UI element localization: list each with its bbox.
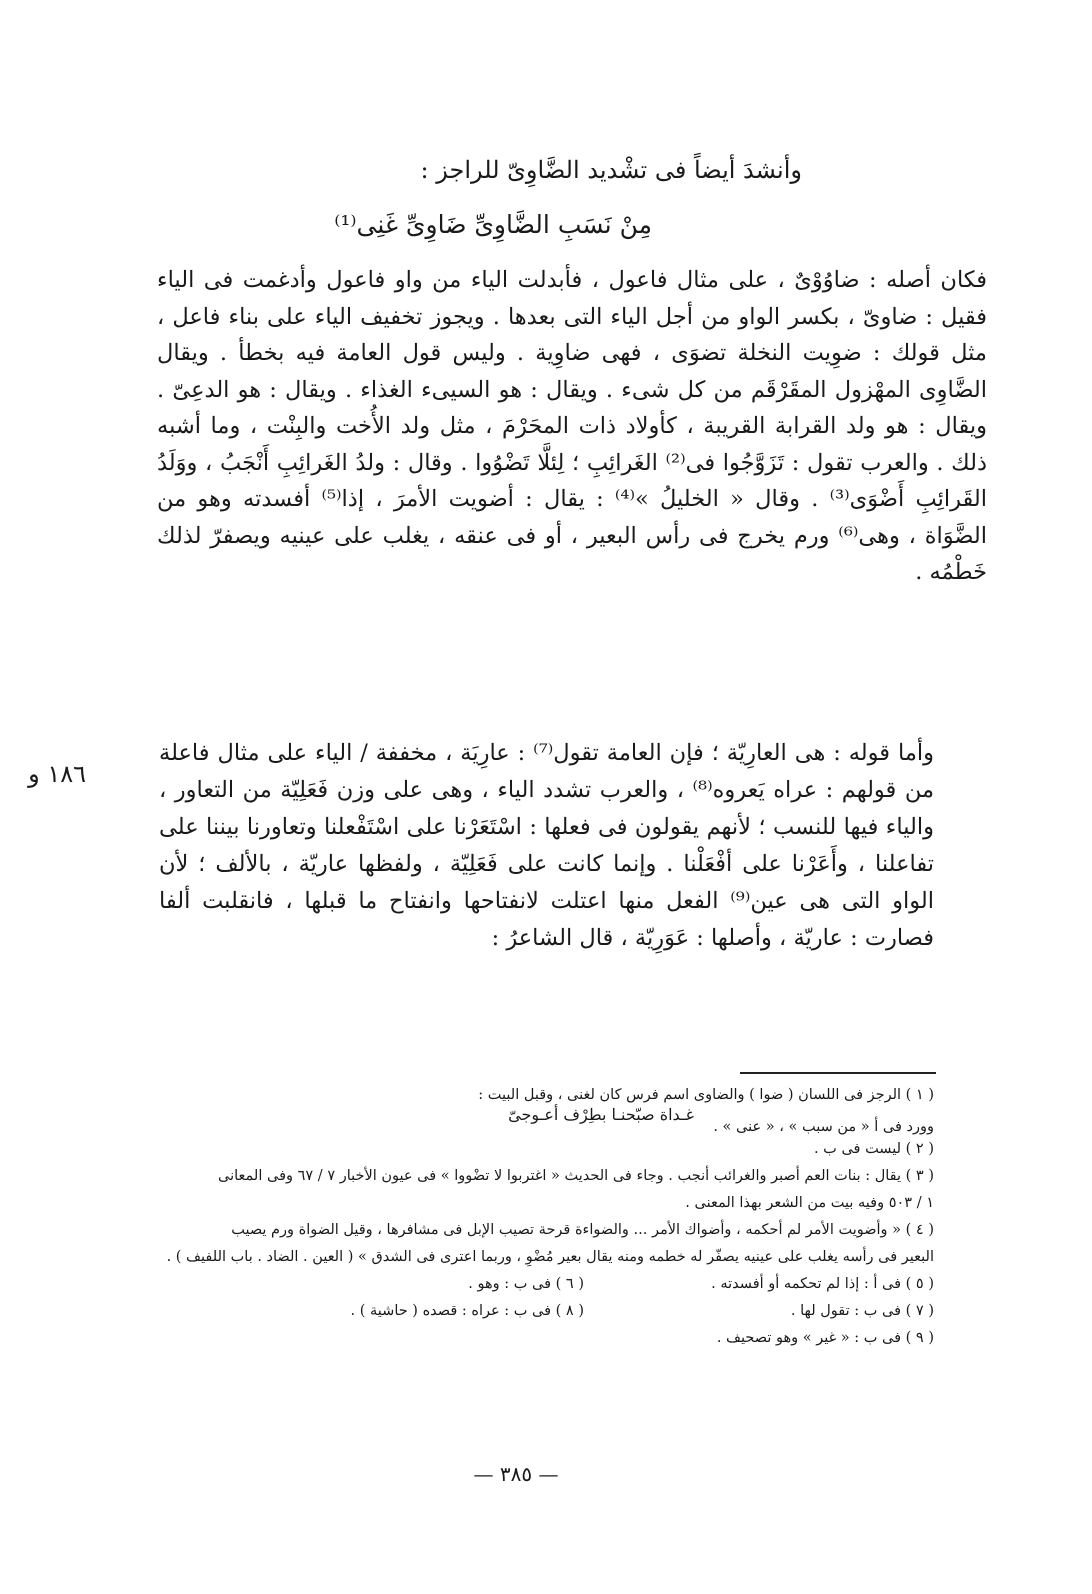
footnote-divider (740, 1072, 936, 1074)
footnote-7: ( ٧ ) فى ب : تقول لها . (790, 1303, 934, 1319)
page-number: — ٣٨٥ — (473, 1462, 559, 1486)
margin-folio-mark: ١٨٦ و (28, 760, 86, 788)
footnote-9: ( ٩ ) فى ب : « غير » وهو تصحيف . (716, 1330, 934, 1346)
verse-line: مِنْ نَسَبِ الضَّاوِىِّ ضَاوِىِّ غَنِى⁽¹⁾ (334, 210, 652, 239)
footnote-3-line-2: ١ / ٥٠٣ وفيه بيت من الشعر بهذا المعنى . (685, 1195, 934, 1211)
footnote-3-line-1: ( ٣ ) يقال : بنات العم أصبر والغرائب أنجب . وجاء فى الحديث « اغتربوا لا تضْووا » فى عيون الأخبار ٧ / ٦٧ وفى المعانى (218, 1168, 934, 1184)
footnote-1-line-1: ( ١ ) الرجز فى اللسان ( ضوا ) والضاوى اسم فرس كان لغنى ، وقبل البيت : (478, 1087, 934, 1103)
footnote-5: ( ٥ ) فى أ : إذا لم تحكمه أو أفسدته . (711, 1276, 934, 1292)
footnotes-7-8-row (104, 1298, 934, 1325)
footnotes-5-6-row (104, 1271, 934, 1298)
footnote-1-half-verse: غـداة صبّحنـا بطِرْف أعـوجىّ (508, 1105, 694, 1124)
footnotes (104, 1082, 934, 1352)
footnote-1-verse-block (104, 1105, 934, 1136)
paragraph-1: فكان أصله : ضاوُوْىٌ ، على مثال فاعول ، فأبدلت الياء من واو فاعول وأدغمت فى الياء فقيل : ضاوىّ ، بكسر الواو من أجل الياء التى بعدها . ويجوز تخفيف الياء على بناء فاعل ، مثل قولك : ضوِيت النخلة تضوَى ، فهى ضاوِية . وليس قول العامة فيه بخطأ . ويقال الضَّاوِى المهْزول المقَرْقَم من كل شىء . ويقال : هو السيىء الغذاء . ويقال : هو الدعِىّ . ويقال : هو ولد القرابة القريبة ، كأولاد ذات المحَرْمَ ، مثل ولد الأُخت والبِنْت ، وما أشبه ذلك . والعرب تقول : تَزَوَّجُوا فى⁽²⁾ الغَرائِبِ ؛ لِئلَّا تَضْوُوا . وقال : ولدُ الغَرائِبِ أَنْجَبُ ، ووَلَدُ القَرائِبِ أَضْوَى⁽³⁾ . وقال « الخليلُ »⁽⁴⁾ : يقال : أضويت الأمرَ ، إذا⁽⁵⁾ أفسدته وهو من الضَّوَاة ، وهى⁽⁶⁾ ورم يخرج فى رأس البعير ، أو فى عنقه ، يغلب على عينيه ويصفرّ لذلك خَطْمُه . (157, 267, 988, 585)
footnote-8: ( ٨ ) فى ب : عراه : قصده ( حاشية ) . (350, 1303, 584, 1319)
footnote-6: ( ٦ ) فى ب : وهو . (468, 1276, 584, 1292)
intro-line: وأنشدَ أيضاً فى تشْديد الضَّاوِىّ للراجز : (420, 156, 802, 184)
footnote-4-line-2: البعير فى رأسه يغلب على عينيه يصفّر له خطمه ومنه يقال بعير مُضْوِ ، وربما اعترى فى الشدق » ( العين . الضاد . باب اللفيف ) . (166, 1249, 934, 1265)
footnote-4-line-1: ( ٤ ) « وأضويت الأمر لم أحكمه ، وأضواك الأمر ... والضواءة قرحة تصيب الإبل فى مشافرها ، وقيل الضواة ورم يصيب (231, 1222, 934, 1238)
footnote-2: ( ٢ ) ليست فى ب . (813, 1141, 934, 1157)
paragraph-2: وأما قوله : هى العارِيّة ؛ فإن العامة تقول⁽⁷⁾ : عارِيَة ، مخففة / الياء على مثال فاعلة من قولهم : عراه يَعروه⁽⁸⁾ ، والعرب تشدد الياء ، وهى على وزن فَعَلِيّة من التعاور ، والياء فيها للنسب ؛ لأنهم يقولون فى فعلها : اسْتَعَرْنا على اسْتَفْعلنا وتعاورنا بيننا على تفاعلنا ، وأَعَرْنا على أفْعَلْنا . وإنما كانت على فَعَلِيّة ، ولفظها عاريّة ، بالألف ؛ لأن الواو التى هى عين⁽⁹⁾ الفعل منها اعتلت لانفتاحها وانفتاح ما قبلها ، فانقلبت ألفا فصارت : عاريّة ، وأصلها : عَوَرِيّة ، قال الشاعرُ : (159, 740, 934, 951)
footnote-1-line-2: وورد فى أ « من سبب » ، « عنى » . (713, 1119, 934, 1135)
